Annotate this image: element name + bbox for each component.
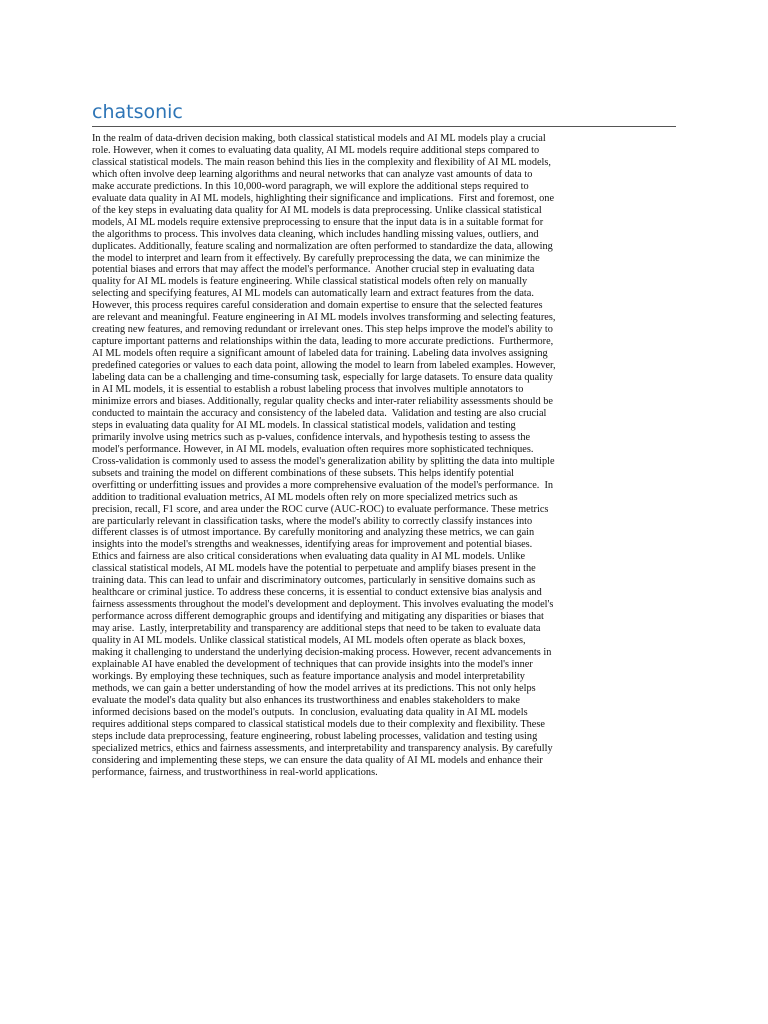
paragraph-line: of the key steps in evaluating data quality for AI ML models is data preprocessing. Unlike classical statistical — [92, 204, 542, 216]
paragraph-line: making it challenging to understand the underlying decision-making process. However, recent advancements in — [92, 646, 552, 658]
paragraph-line: are particularly relevant in classification tasks, where the model's ability to correctly classify instances into — [92, 515, 533, 527]
paragraph-line: considering and implementing these steps, we can ensure the data quality of AI ML models and enhance their — [92, 754, 543, 766]
paragraph-line: However, this process requires careful consideration and domain expertise to ensure that the selected features — [92, 300, 543, 312]
paragraph-line: model's performance. However, in AI ML models, evaluation often requires more sophisticated techniques. — [92, 443, 534, 455]
paragraph-line: methods, we can gain a better understanding of how the model arrives at its predictions. This not only helps — [92, 682, 536, 694]
paragraph-line: classical statistical models. The main reason behind this lies in the complexity and flexibility of AI ML models, — [92, 156, 551, 168]
paragraph-line: addition to traditional evaluation metrics, AI ML models often rely on more specialized metrics such as — [92, 491, 518, 503]
paragraph-line: Ethics and fairness are also critical considerations when evaluating data quality in AI ML models. Unlike — [92, 551, 526, 563]
paragraph-line: training data. This can lead to unfair and discriminatory outcomes, particularly in sensitive domains such as — [92, 575, 536, 587]
paragraph-line: different classes is of utmost importance. By carefully monitoring and analyzing these metrics, we can gain — [92, 527, 535, 539]
paragraph-line: workings. By employing these techniques, such as feature importance analysis and model interpretability — [92, 670, 525, 682]
paragraph-line: labeling data can be a challenging and time-consuming task, especially for large datasets. To ensure data quality — [92, 372, 553, 384]
paragraph-line: selecting and specifying features, AI ML models can automatically learn and extract features from the data. — [92, 288, 534, 300]
paragraph-line: steps include data preprocessing, feature engineering, robust labeling processes, validation and testing using — [92, 730, 538, 742]
paragraph-line: predefined categories or values to each data point, allowing the model to learn from labeled examples. However, — [92, 360, 556, 372]
paragraph-line: primarily involve using metrics such as p-values, confidence intervals, and hypothesis testing to assess the — [92, 431, 531, 443]
paragraph-line: classical statistical models, AI ML models have the potential to perpetuate and amplify biases present in the — [92, 563, 536, 575]
paragraph-line: healthcare or criminal justice. To address these concerns, it is essential to conduct extensive bias analysis and — [92, 587, 542, 599]
paragraph-line: precision, recall, F1 score, and area under the ROC curve (AUC-ROC) to evaluate performance. These metrics — [92, 503, 549, 515]
paragraph-line: overfitting or underfitting issues and provides a more comprehensive evaluation of the model's performance. In — [92, 479, 554, 491]
paragraph-line: the algorithms to process. This involves data cleaning, which includes handling missing values, outliers, and — [92, 228, 539, 240]
paragraph-line: informed decisions based on the model's outputs. In conclusion, evaluating data quality in AI ML models — [92, 706, 528, 718]
paragraph-line: insights into the model's strengths and weaknesses, identifying areas for improvement and potential biases. — [92, 539, 533, 551]
paragraph-line: are relevant and meaningful. Feature engineering in AI ML models involves transforming and selecting features, — [92, 312, 556, 324]
paragraph-line: in AI ML models, it is essential to establish a robust labeling process that involves multiple annotators to — [92, 384, 524, 396]
paragraph-line: steps in evaluating data quality for AI ML models. In classical statistical models, validation and testing — [92, 419, 516, 431]
paragraph-line: may arise. Lastly, interpretability and transparency are additional steps that need to be taken to evaluate data — [92, 623, 541, 635]
title-divider — [92, 126, 676, 127]
paragraph-line: Cross-validation is commonly used to assess the model's generalization ability by splitting the data into multiple — [92, 455, 555, 467]
paragraph-line: requires additional steps compared to classical statistical models due to their complexity and flexibility. These — [92, 718, 545, 730]
paragraph-line: quality for AI ML models is feature engineering. While classical statistical models often rely on manually — [92, 276, 528, 288]
paragraph-line: AI ML models often require a significant amount of labeled data for training. Labeling data involves assigning — [92, 348, 548, 360]
paragraph-line: duplicates. Additionally, feature scaling and normalization are often performed to standardize the data, allowing — [92, 240, 553, 252]
paragraph-line: explainable AI have enabled the development of techniques that can provide insights into the model's inner — [92, 658, 533, 670]
paragraph-line: models, AI ML models require extensive preprocessing to ensure that the input data is in a suitable format for — [92, 216, 544, 228]
paragraph-line: potential biases and errors that may affect the model's performance. Another crucial step in evaluating data — [92, 264, 535, 276]
document-title: chatsonic — [92, 101, 183, 123]
paragraph-line: creating new features, and removing redundant or irrelevant ones. This step helps improve the model's ability to — [92, 324, 553, 336]
body-paragraph — [92, 133, 676, 778]
paragraph-line: performance across different demographic groups and identifying and mitigating any disparities or biases that — [92, 611, 544, 623]
paragraph-line: capture important patterns and relationships within the data, leading to more accurate predictions. Furthermore, — [92, 336, 554, 348]
paragraph-line: performance, fairness, and trustworthiness in real-world applications. — [92, 766, 378, 778]
paragraph-line: the model to interpret and learn from it effectively. By carefully preprocessing the data, we can minimize the — [92, 252, 540, 264]
paragraph-line: which often involve deep learning algorithms and neural networks that can analyze vast amounts of data to — [92, 168, 533, 180]
paragraph-line: conducted to maintain the accuracy and consistency of the labeled data. Validation and testing are also crucial — [92, 407, 547, 419]
document-page — [92, 100, 676, 778]
paragraph-line: quality in AI ML models. Unlike classical statistical models, AI ML models often operate as black boxes, — [92, 635, 526, 647]
paragraph-line: In the realm of data-driven decision making, both classical statistical models and AI ML models play a crucial — [92, 133, 546, 144]
paragraph-line: role. However, when it comes to evaluating data quality, AI ML models require additional steps compared to — [92, 144, 540, 156]
paragraph-line: minimize errors and biases. Additionally, regular quality checks and inter-rater reliability assessments should be — [92, 395, 553, 407]
paragraph-line: evaluate data quality in AI ML models, highlighting their significance and implications. First and foremost, one — [92, 192, 555, 204]
paragraph-line: specialized metrics, ethics and fairness assessments, and interpretability and transparency analysis. By carefully — [92, 742, 553, 754]
paragraph-line: fairness assessments throughout the model's development and deployment. This involves evaluating the model's — [92, 599, 554, 611]
paragraph-line: make accurate predictions. In this 10,000-word paragraph, we will explore the additional steps required to — [92, 180, 529, 192]
paragraph-line: evaluate the model's data quality but also enhances its trustworthiness and enables stakeholders to make — [92, 694, 520, 706]
paragraph-line: subsets and training the model on different combinations of these subsets. This helps identify potential — [92, 467, 515, 479]
